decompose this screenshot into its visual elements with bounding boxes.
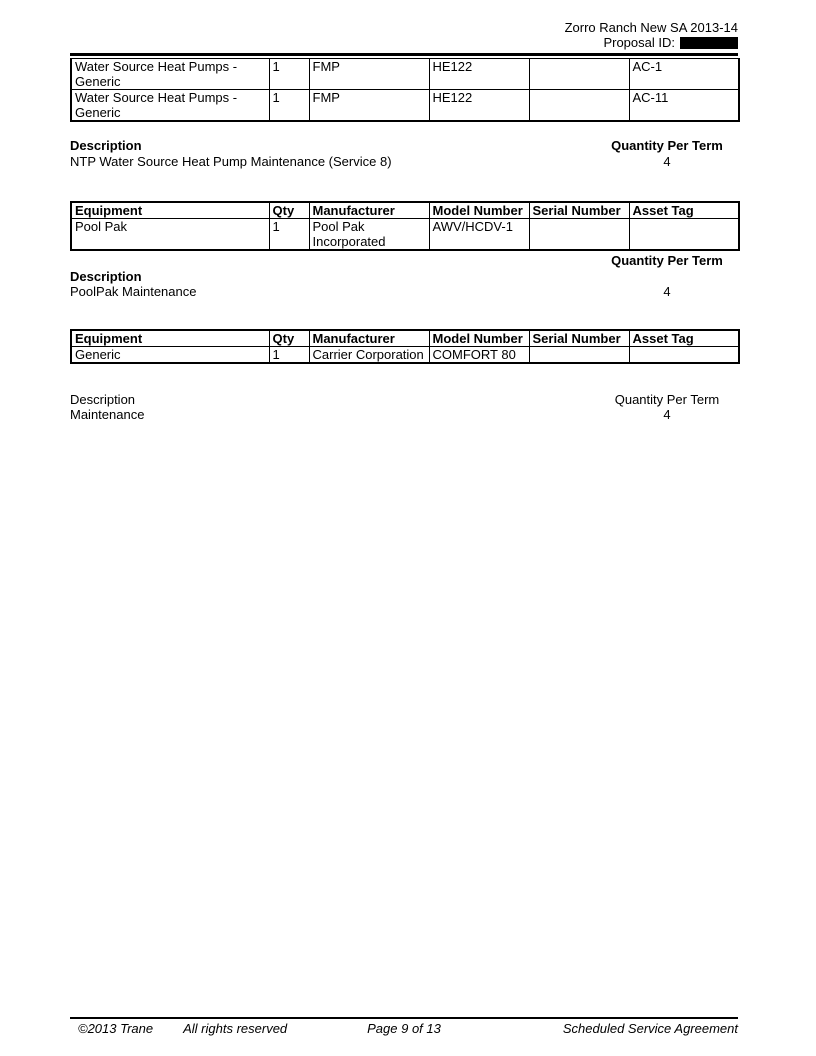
column-header: Model Number (429, 202, 529, 219)
table-cell: 1 (269, 219, 309, 251)
section-1-header-row (70, 138, 738, 154)
page-content (70, 0, 738, 423)
table-cell: AC-11 (629, 90, 739, 122)
description-label: Description (70, 138, 142, 153)
table-cell (529, 90, 629, 122)
equipment-table-2 (70, 201, 740, 251)
table-cell: 1 (269, 59, 309, 90)
column-header: Equipment (71, 330, 269, 347)
footer-page-number: Page 9 of 13 (367, 1021, 441, 1036)
equipment-table-3 (70, 329, 740, 364)
table-header-row (71, 330, 739, 347)
service-description: NTP Water Source Heat Pump Maintenance (Service 8) (70, 153, 392, 169)
section-1-value-row (70, 154, 738, 170)
table-cell: FMP (309, 59, 429, 90)
footer-copyright: ©2013 Trane (78, 1021, 154, 1036)
section-2-description-label-row (70, 269, 738, 285)
service-description: Maintenance (70, 407, 145, 422)
section-2-qty-label-row (70, 253, 738, 269)
section-3-value-row (70, 407, 738, 423)
quantity-value: 4 (663, 284, 671, 299)
table-cell (529, 59, 629, 90)
table-cell: HE122 (429, 90, 529, 122)
table-row (71, 219, 739, 251)
table-cell: COMFORT 80 (429, 346, 529, 363)
table-cell (629, 219, 739, 251)
column-header: Serial Number (529, 202, 629, 219)
header-title: Zorro Ranch New SA 2013-14 (564, 20, 738, 35)
table-cell (529, 346, 629, 363)
equipment-table-1 (70, 58, 740, 122)
column-header: Qty (269, 202, 309, 219)
column-header: Model Number (429, 330, 529, 347)
page-footer (70, 1017, 738, 1038)
column-header: Asset Tag (629, 202, 739, 219)
table-cell: Pool Pak Incorporated (309, 219, 429, 251)
description-label: Description (70, 391, 136, 407)
quantity-value: 4 (663, 153, 671, 169)
header-rule (70, 53, 738, 56)
spacer (70, 253, 604, 269)
footer-rule (70, 1017, 738, 1019)
quantity-per-term-label: Quantity Per Term (614, 391, 720, 407)
service-section-2 (70, 253, 738, 300)
table-cell: Generic (71, 346, 269, 363)
footer-text-row (70, 1022, 738, 1038)
footer-rights: All rights reserved (183, 1021, 288, 1036)
table-cell: AC-1 (629, 59, 739, 90)
table-cell: Carrier Corporation (309, 346, 429, 363)
table-cell: Water Source Heat Pumps - Generic (71, 59, 269, 90)
section-2-value-row (70, 284, 738, 300)
proposal-id-label: Proposal ID: (603, 35, 675, 50)
description-label: Description (70, 268, 142, 284)
table-cell: AWV/HCDV-1 (429, 219, 529, 251)
column-header: Serial Number (529, 330, 629, 347)
table-cell: 1 (269, 346, 309, 363)
table-header-row (71, 202, 739, 219)
quantity-value: 4 (663, 407, 671, 422)
table-cell: FMP (309, 90, 429, 122)
column-header: Asset Tag (629, 330, 739, 347)
table-cell (629, 346, 739, 363)
footer-doc-title: Scheduled Service Agreement (562, 1021, 738, 1036)
service-section-1 (70, 138, 738, 169)
service-section-3 (70, 392, 738, 423)
table-cell: Water Source Heat Pumps - Generic (71, 90, 269, 122)
table-cell: HE122 (429, 59, 529, 90)
footer-left (78, 1022, 287, 1036)
column-header: Manufacturer (309, 202, 429, 219)
page-header (70, 21, 738, 56)
column-header: Equipment (71, 202, 269, 219)
quantity-per-term-label: Quantity Per Term (611, 253, 723, 268)
table-cell: Pool Pak (71, 219, 269, 251)
proposal-id-redaction (680, 37, 738, 49)
quantity-per-term-label: Quantity Per Term (611, 138, 723, 153)
table-row (71, 90, 739, 122)
table-row (71, 346, 739, 363)
section-3-header-row (70, 392, 738, 408)
proposal-id-line (70, 36, 738, 49)
column-header: Manufacturer (309, 330, 429, 347)
table-cell: 1 (269, 90, 309, 122)
table-cell (529, 219, 629, 251)
service-description: PoolPak Maintenance (70, 284, 197, 299)
column-header: Qty (269, 330, 309, 347)
table-row (71, 59, 739, 90)
